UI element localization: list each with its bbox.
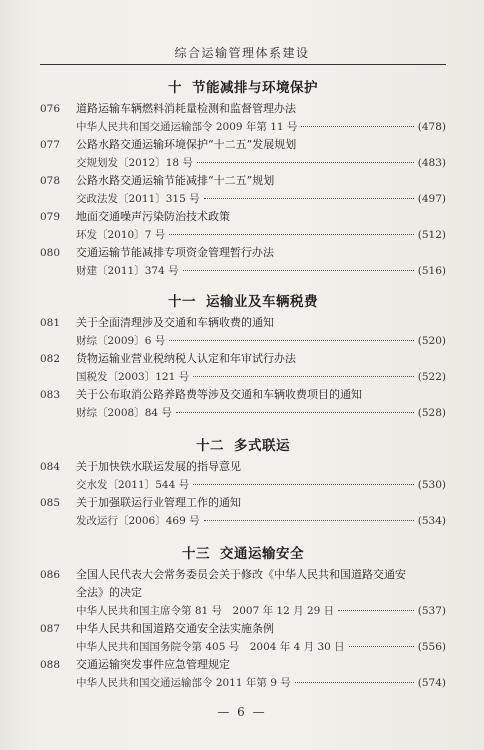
entry-reference: 国税发〔2003〕121 号 (76, 371, 190, 383)
entry-page: (483) (417, 157, 446, 169)
dot-leader (295, 682, 414, 683)
entry-page: (530) (417, 479, 446, 491)
entry-page: (537) (417, 605, 446, 617)
entry-title: 地面交通噪声污染防治技术政策 (76, 210, 230, 223)
entry-number: 083 (40, 389, 61, 401)
section-number: 十一 (168, 294, 196, 310)
entry-number: 087 (40, 623, 61, 635)
dot-leader (197, 162, 414, 163)
entry-title: 关于加强联运行业管理工作的通知 (76, 496, 241, 509)
entry-page: (520) (417, 335, 446, 347)
entry-reference: 发改运行〔2006〕469 号 (76, 515, 200, 527)
entry-number: 084 (40, 461, 61, 473)
entry-reference: 交政法发〔2011〕315 号 (76, 193, 200, 205)
toc-entry[interactable] (40, 136, 446, 172)
entry-number: 078 (40, 175, 61, 187)
entry-number: 085 (40, 497, 61, 509)
entry-reference: 中华人民共和国交通运输部令 2009 年第 11 号 (76, 121, 298, 133)
dot-leader (301, 126, 413, 127)
entry-reference: 中华人民共和国交通运输部令 2011 年第 9 号 (76, 677, 291, 689)
dot-leader (349, 646, 414, 647)
section-number: 十三 (182, 546, 210, 562)
toc-entry[interactable] (40, 100, 446, 136)
dot-leader (169, 234, 414, 235)
dot-leader (204, 198, 414, 199)
entry-page: (574) (417, 677, 446, 689)
entry-page: (497) (417, 193, 446, 205)
section-heading (40, 542, 446, 566)
section-number: 十 (168, 80, 182, 96)
entry-title: 公路水路交通运输节能减排“十二五”规划 (76, 174, 275, 187)
entry-title: 公路水路交通运输环境保护“十二五”发展规划 (76, 138, 297, 151)
entry-number: 081 (40, 317, 61, 329)
entry-page: (522) (417, 371, 446, 383)
toc-entry[interactable] (40, 458, 446, 494)
page-number: — 6 — (217, 705, 267, 719)
section-heading (40, 290, 446, 314)
section-number: 十二 (196, 438, 224, 454)
entry-title: 关于加快铁水联运发展的指导意见 (76, 460, 241, 473)
toc-entry[interactable] (40, 656, 446, 692)
entry-number: 080 (40, 247, 61, 259)
section-title: 交通运输安全 (220, 546, 304, 562)
toc-entry[interactable] (40, 314, 446, 350)
entry-reference: 财综〔2008〕84 号 (76, 407, 172, 419)
entry-number: 086 (40, 569, 61, 581)
entry-title: 中华人民共和国道路交通安全法实施条例 (76, 622, 274, 635)
table-of-contents (40, 72, 446, 692)
entry-reference: 交水发〔2011〕544 号 (76, 479, 190, 491)
dot-leader (193, 376, 414, 377)
dot-leader (169, 340, 414, 341)
entry-page: (512) (417, 229, 446, 241)
entry-title: 交通运输节能减排专项资金管理暂行办法 (76, 246, 274, 259)
entry-page: (556) (417, 641, 446, 653)
entry-page: (528) (417, 407, 446, 419)
dot-leader (204, 520, 414, 521)
toc-entry[interactable] (40, 244, 446, 280)
entry-number: 077 (40, 139, 61, 151)
toc-entry[interactable] (40, 494, 446, 530)
toc-entry[interactable] (40, 208, 446, 244)
dot-leader (176, 412, 414, 413)
dot-leader (338, 610, 414, 611)
section-title: 多式联运 (234, 438, 290, 454)
entry-title: 关于公布取消公路养路费等涉及交通和车辆收费项目的通知 (76, 388, 362, 401)
entry-reference: 交规划发〔2012〕18 号 (76, 157, 193, 169)
entry-reference: 财建〔2011〕374 号 (76, 265, 179, 277)
entry-number: 082 (40, 353, 61, 365)
toc-entry[interactable] (40, 350, 446, 386)
toc-entry[interactable] (40, 172, 446, 208)
section-heading (40, 76, 446, 100)
toc-entry[interactable] (40, 566, 446, 620)
entry-page: (478) (417, 121, 446, 133)
entry-title: 交通运输突发事件应急管理规定 (76, 658, 230, 671)
entry-title: 关于全面清理涉及交通和车辆收费的通知 (76, 316, 274, 329)
entry-title: 全国人民代表大会常务委员会关于修改《中华人民共和国道路交通安全法》的决定 (76, 568, 406, 599)
entry-reference: 中华人民共和国主席令第 81 号 2007 年 12 月 29 日 (76, 605, 335, 617)
toc-entry[interactable] (40, 386, 446, 422)
entry-page: (534) (417, 515, 446, 527)
section-title: 节能减排与环境保护 (192, 80, 318, 96)
entry-number: 088 (40, 659, 61, 671)
entry-title: 货物运输业营业税纳税人认定和年审试行办法 (76, 352, 296, 365)
entry-page: (516) (417, 265, 446, 277)
running-head: 综合运输管理体系建设 (174, 46, 310, 60)
entry-reference: 财综〔2009〕6 号 (76, 335, 166, 347)
entry-reference: 环发〔2010〕7 号 (76, 229, 166, 241)
entry-reference: 中华人民共和国国务院令第 405 号 2004 年 4 月 30 日 (76, 641, 345, 653)
entry-title: 道路运输车辆燃料消耗量检测和监督管理办法 (76, 102, 296, 115)
entry-number: 076 (40, 103, 61, 115)
section-heading (40, 434, 446, 458)
entry-number: 079 (40, 211, 61, 223)
toc-entry[interactable] (40, 620, 446, 656)
header-rule (40, 64, 446, 65)
section-title: 运输业及车辆税费 (206, 294, 318, 310)
dot-leader (193, 484, 414, 485)
dot-leader (183, 270, 414, 271)
